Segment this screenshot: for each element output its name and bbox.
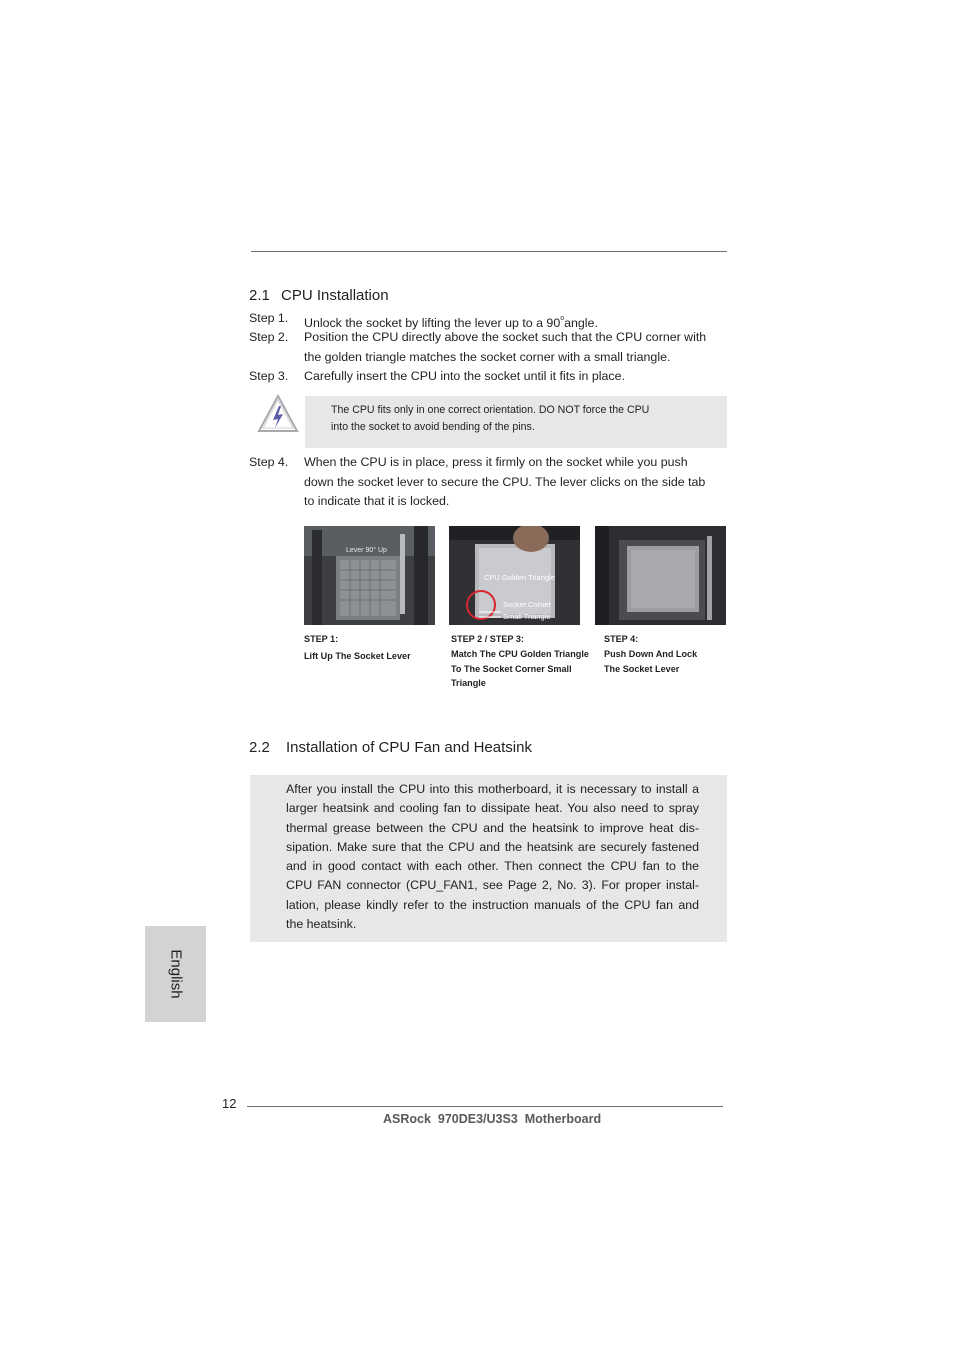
photo-lever-locked xyxy=(595,526,726,625)
section-heading-cpu-installation xyxy=(249,287,389,304)
section-title: CPU Installation xyxy=(281,287,389,304)
heatsink-info-box xyxy=(250,775,727,942)
degree-symbol: o xyxy=(560,315,565,322)
step-label: Step 3. xyxy=(249,369,289,383)
caption-line: Lift Up The Socket Lever xyxy=(304,650,411,661)
step-text-line: to indicate that it is locked. xyxy=(304,494,450,508)
step-text-line: down the socket lever to secure the CPU. The lever clicks on the side tab xyxy=(304,474,706,489)
photo-label: Socket Corner xyxy=(503,600,551,609)
footer-product-name: ASRock 970DE3/U3S3 Motherboard xyxy=(383,1112,602,1126)
page-number: 12 xyxy=(222,1096,237,1111)
paragraph-line: thermal grease between the CPU and the heatsink to improve heat dis- xyxy=(286,821,699,835)
section-heading-cpu-fan-heatsink xyxy=(249,739,532,756)
paragraph-line: CPU FAN connector (CPU_FAN1, see Page 2, No. 3). For proper instal- xyxy=(286,878,699,892)
step-label: Step 2. xyxy=(249,330,289,344)
step-text-line: Position the CPU directly above the socket such that the CPU corner with xyxy=(304,330,707,344)
caption-title: STEP 4: xyxy=(604,634,639,644)
caption-title: STEP 2 / STEP 3: xyxy=(451,634,524,644)
caption-line: To The Socket Corner Small xyxy=(451,663,572,674)
photo-label: Small Triangle xyxy=(503,612,551,621)
step-label: Step 4. xyxy=(249,455,289,469)
section-title: Installation of CPU Fan and Heatsink xyxy=(286,739,532,756)
language-tab xyxy=(145,926,206,1022)
photo-socket-lever-up xyxy=(304,526,435,625)
paragraph-line: and in good contact with each other. Then connect the CPU fan to the xyxy=(286,859,699,873)
paragraph-line: lation, please kindly refer to the instruction manuals of the CPU fan and xyxy=(286,898,699,912)
caution-text-line: The CPU fits only in one correct orientation. DO NOT force the CPU xyxy=(331,404,650,416)
caution-text-line: into the socket to avoid bending of the pins. xyxy=(331,421,535,433)
paragraph-line: larger heatsink and cooling fan to dissipate heat. You also need to spray xyxy=(286,801,699,815)
step-text-line: the golden triangle matches the socket corner with a small triangle. xyxy=(304,349,671,364)
step-text-line: When the CPU is in place, press it firmly on the socket while you push xyxy=(304,455,688,469)
caution-note xyxy=(305,396,727,448)
caption-title: STEP 1: xyxy=(304,634,339,644)
step-text-line: Unlock the socket by lifting the lever up to a 90$^o$angle. xyxy=(304,315,598,330)
top-divider xyxy=(251,251,727,252)
photo-label: Lever 90° Up xyxy=(346,547,387,554)
section-number: 2.1 xyxy=(249,287,270,304)
figure-caption-step-4 xyxy=(604,632,697,676)
footer-divider xyxy=(247,1106,723,1107)
caption-line: The Socket Lever xyxy=(604,663,680,674)
language-tab-label: English xyxy=(167,949,184,999)
step-label: Step 1. xyxy=(249,311,289,325)
paragraph-line: sipation. Make sure that the CPU and the heatsink are securely fastened xyxy=(286,840,699,854)
figure-caption-step-2-3 xyxy=(451,632,589,691)
paragraph-line: After you install the CPU into this motherboard, it is necessary to install a xyxy=(286,782,699,796)
paragraph-line: the heatsink. xyxy=(286,917,357,931)
warning-triangle-icon xyxy=(256,394,300,434)
section-number: 2.2 xyxy=(249,739,270,756)
photo-label: CPU Golden Triangle xyxy=(484,573,555,582)
figure-caption-step-1 xyxy=(304,632,411,664)
caption-line: Match The CPU Golden Triangle xyxy=(451,648,589,659)
step-text-line: Carefully insert the CPU into the socket until it fits in place. xyxy=(304,369,625,383)
photo-cpu-alignment xyxy=(449,526,580,625)
caption-line: Triangle xyxy=(451,678,486,689)
caption-line: Push Down And Lock xyxy=(604,648,698,659)
